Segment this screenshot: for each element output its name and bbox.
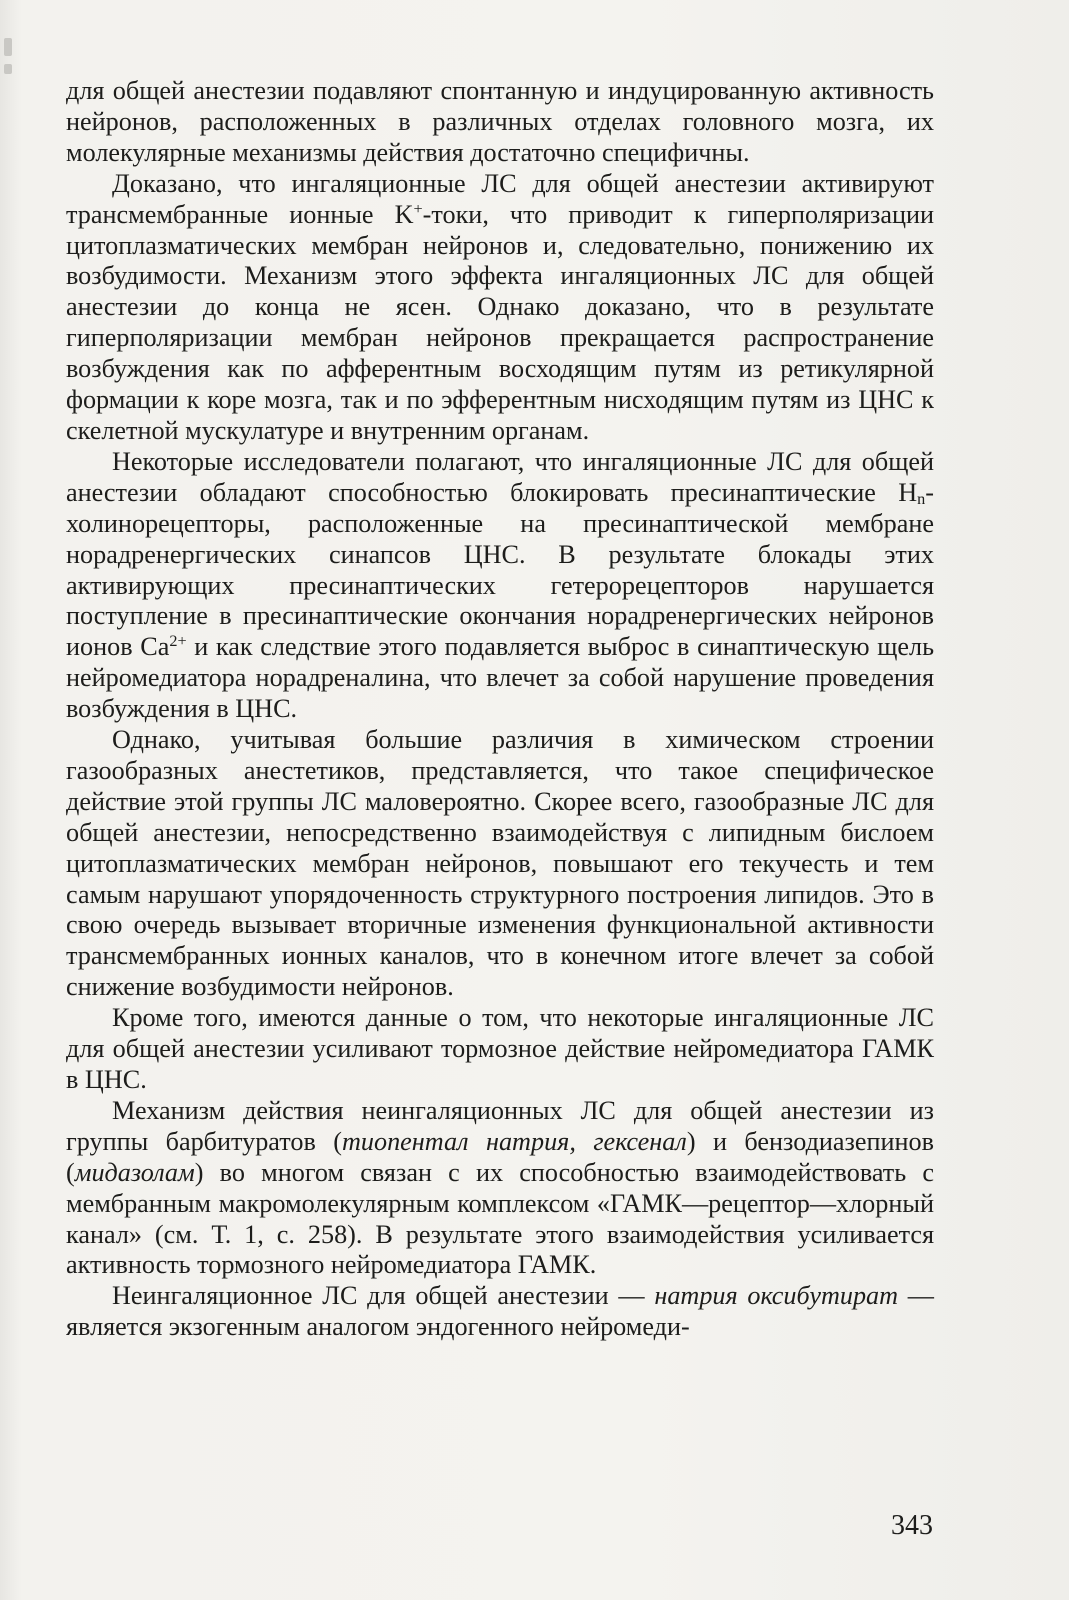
paragraph-text: -холинорецепторы, расположенные на пресинаптической мембране норадренергических синапсов ЦНС. В результате блокады этих активирующих пресинаптических гетерорецепторов нарушается поступление в пресинаптические окончания норадренергических нейронов ионов Са [66, 477, 934, 662]
superscript: 2+ [169, 632, 187, 651]
scan-edge-mark [4, 64, 12, 74]
paragraph-text: -токи, что приводит к гиперполяризации цитоплазматических мембран нейронов и, следовательно, понижению их возбудимости. Механизм этого эффекта ингаляционных ЛС для общей анестезии до конца не ясен. Однако доказано, что в результате гиперполяризации мембран нейронов прекращается распространение возбуждения как по афферентным восходящим путям из ретикулярной формации к коре мозга, так и по эфферентным нисходящим путям из ЦНС к скелетной мускулатуре и внутренним органам. [66, 199, 934, 445]
page-number: 343 [891, 1510, 933, 1541]
paragraph-oxybutyrate [66, 1281, 934, 1343]
paragraph-gaba [66, 1003, 934, 1096]
paragraph-text: ) во многом связан с их способностью взаимодействовать с мембранным макромолекулярным комплексом «ГАМК—рецептор—хлорный канал» (см. Т. 1, с. 258). В результате этого взаимодействия усиливается активность тормозного нейромедиатора ГАМК. [66, 1157, 934, 1280]
subscript: n [917, 490, 926, 509]
paragraph-text: ) и бензодиазепинов ( [66, 1126, 934, 1187]
paragraph-continued [66, 76, 934, 169]
paragraph-potassium-currents [66, 169, 934, 447]
paragraph-lipid-bilayer [66, 725, 934, 1003]
drug-name: тиопентал натрия, гексенал [341, 1126, 687, 1156]
scan-edge-mark [4, 38, 12, 56]
paragraph-text: Доказано, что ингаляционные ЛС для общей анестезии активируют трансмембранные ионные K [66, 168, 934, 229]
paragraph-text: и как следствие этого подавляется выброс в синаптическую щель нейромедиатора норадреналина, что влечет за собой нарушение проведения возбуждения в ЦНС. [66, 632, 935, 724]
paragraph-text: — является экзогенным аналогом эндогенного нейромеди- [66, 1281, 934, 1342]
drug-name: натрия оксибутират [654, 1281, 899, 1311]
paragraph-text: Однако, учитывая большие различия в химическом строении газообразных анестетиков, представляется, что такое специфическое действие этой группы ЛС маловероятно. Скорее всего, газообразные ЛС для общей анестезии, непосредственно взаимодействуя с липидным бислоем цитоплазматических мембран нейронов, повышают его текучесть и тем самым нарушают упорядоченность структурного построения липидов. Это в свою очередь вызывает вторичные изменения функциональной активности трансмембранных ионных каналов, что в конечном итоге влечет за собой снижение возбудимости нейронов. [66, 725, 934, 1002]
paragraph-text: Кроме того, имеются данные о том, что некоторые ингаляционные ЛС для общей анестезии усиливают тормозное действие нейромедиатора ГАМК в ЦНС. [66, 1003, 934, 1094]
paragraph-text: Механизм действия неингаляционных ЛС для общей анестезии из группы барбитуратов ( [66, 1095, 934, 1156]
superscript: + [413, 199, 423, 218]
paragraph-cholinoreceptors [66, 447, 934, 725]
body-text [66, 76, 934, 1343]
drug-name: мидазолам [74, 1157, 195, 1187]
paragraph-text: Неингаляционное ЛС для общей анестезии — [112, 1281, 655, 1311]
paragraph-text: Некоторые исследователи полагают, что ингаляционные ЛС для общей анестезии обладают способностью блокировать пресинаптические Н [66, 446, 934, 507]
paragraph-text: для общей анестезии подавляют спонтанную и индуцированную активность нейронов, расположенных в различных отделах головного мозга, их молекулярные механизмы действия достаточно специфичны. [66, 76, 934, 167]
paragraph-barbiturates [66, 1096, 934, 1281]
